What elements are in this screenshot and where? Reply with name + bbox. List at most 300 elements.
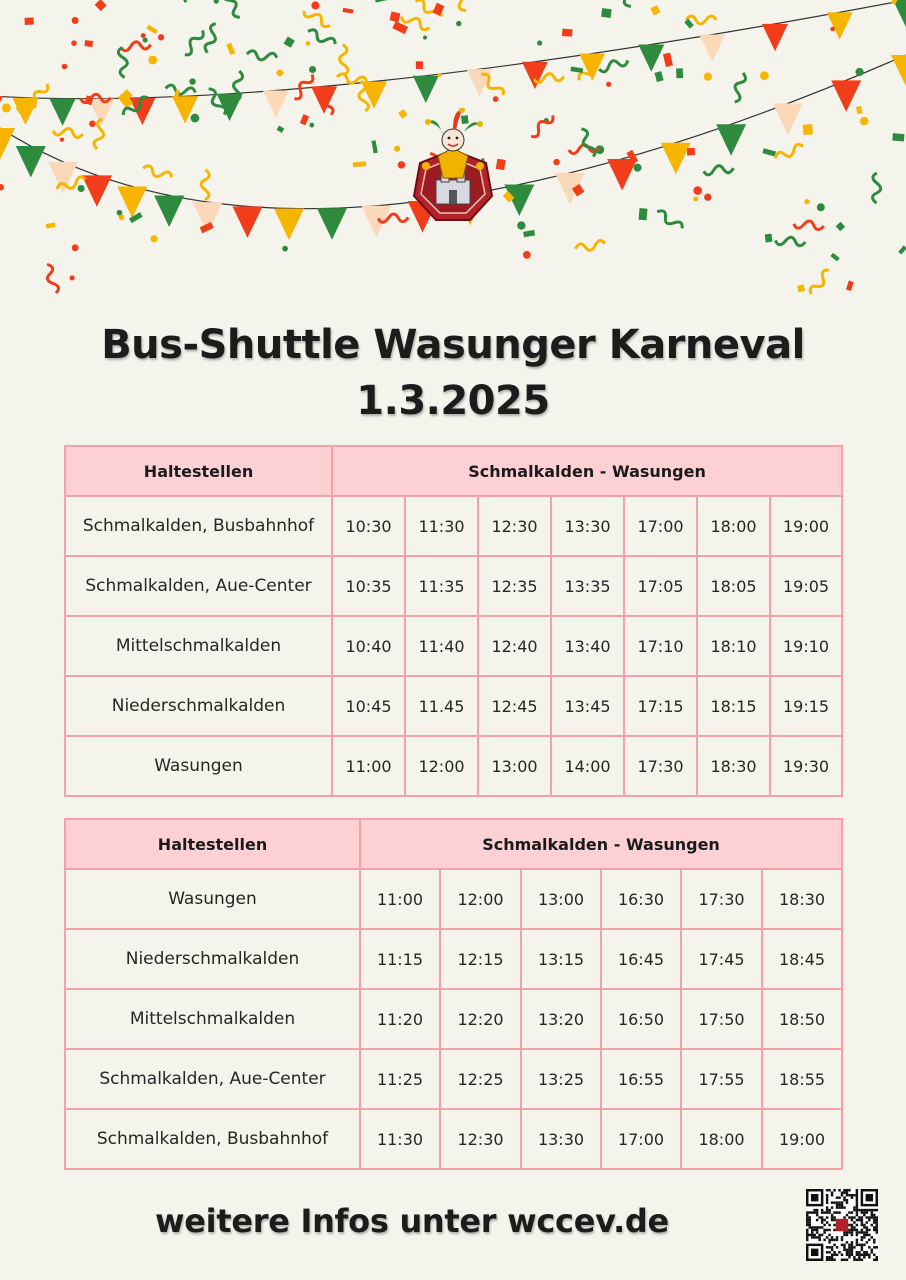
qr-module xyxy=(826,1194,828,1196)
qr-module xyxy=(811,1236,813,1238)
departure-time-cell: 16:45 xyxy=(601,929,681,989)
qr-module xyxy=(831,1206,833,1208)
streamer xyxy=(575,240,606,253)
qr-module xyxy=(836,1204,838,1206)
qr-module xyxy=(841,1201,843,1203)
qr-module xyxy=(846,1191,848,1193)
departure-time-cell: 11:00 xyxy=(332,736,405,796)
bunting-flag xyxy=(413,76,439,103)
qr-module xyxy=(826,1189,828,1191)
stop-name-cell: Mittelschmalkalden xyxy=(65,616,332,676)
confetti-piece xyxy=(803,124,813,135)
departure-time-cell: 11:30 xyxy=(360,1109,440,1169)
departure-time-cell: 12:00 xyxy=(405,736,478,796)
table-row xyxy=(65,869,842,929)
confetti-piece xyxy=(663,53,673,67)
qr-module xyxy=(848,1211,850,1213)
qr-module xyxy=(876,1246,878,1248)
qr-module xyxy=(856,1201,858,1203)
confetti-dot xyxy=(693,186,702,195)
qr-module xyxy=(851,1234,853,1236)
qr-module xyxy=(851,1244,853,1246)
qr-module xyxy=(861,1231,863,1233)
qr-module xyxy=(831,1239,833,1241)
confetti-dot xyxy=(191,114,200,123)
qr-module xyxy=(848,1254,850,1256)
qr-module xyxy=(816,1219,818,1221)
page-title: Bus-Shuttle Wasunger Karneval xyxy=(101,322,805,368)
departure-time-cell: 13:30 xyxy=(521,1109,601,1169)
qr-module xyxy=(841,1204,843,1206)
departure-time-cell: 16:55 xyxy=(601,1049,681,1109)
bunting-flag xyxy=(661,143,691,175)
qr-module xyxy=(876,1209,878,1211)
qr-module xyxy=(846,1194,848,1196)
qr-module xyxy=(826,1211,828,1213)
qr-module xyxy=(828,1229,830,1231)
qr-module xyxy=(831,1256,833,1258)
qr-module xyxy=(846,1214,848,1216)
qr-module xyxy=(856,1244,858,1246)
confetti-dot xyxy=(62,64,68,70)
qr-module xyxy=(828,1211,830,1213)
qr-module xyxy=(856,1234,858,1236)
departure-time-cell: 17:45 xyxy=(681,929,762,989)
departure-time-cell: 13:25 xyxy=(521,1049,601,1109)
qr-module xyxy=(856,1214,858,1216)
confetti-piece xyxy=(95,0,107,11)
qr-module xyxy=(863,1236,865,1238)
streamer xyxy=(528,112,555,139)
confetti-piece xyxy=(146,25,158,35)
qr-module xyxy=(823,1229,825,1231)
qr-module xyxy=(856,1251,858,1253)
confetti-piece xyxy=(416,61,423,69)
confetti-piece xyxy=(343,8,354,14)
qr-module xyxy=(813,1209,815,1211)
qr-module xyxy=(873,1241,875,1243)
qr-module xyxy=(861,1246,863,1248)
qr-module xyxy=(861,1221,863,1223)
qr-module xyxy=(851,1211,853,1213)
departure-time-cell: 10:35 xyxy=(332,556,405,616)
confetti-dot xyxy=(398,161,406,169)
qr-module xyxy=(813,1236,815,1238)
qr-module xyxy=(823,1211,825,1213)
departure-time-cell: 12:30 xyxy=(440,1109,521,1169)
stop-name-cell: Mittelschmalkalden xyxy=(65,989,360,1049)
qr-module xyxy=(813,1226,815,1228)
qr-module xyxy=(823,1219,825,1221)
qr-module xyxy=(863,1254,865,1256)
bunting-flag xyxy=(82,175,112,207)
qr-module xyxy=(853,1221,855,1223)
qr-module xyxy=(806,1221,808,1223)
departure-time-cell: 19:10 xyxy=(770,616,842,676)
qr-module xyxy=(806,1224,808,1226)
qr-module xyxy=(861,1216,863,1218)
confetti-dot xyxy=(634,164,642,172)
qr-module xyxy=(828,1251,830,1253)
qr-module xyxy=(843,1216,845,1218)
qr-module xyxy=(871,1236,873,1238)
qr-module xyxy=(846,1201,848,1203)
streamer xyxy=(808,268,832,297)
streamer xyxy=(53,127,84,139)
streamer xyxy=(446,0,469,13)
qr-module xyxy=(816,1229,818,1231)
qr-module xyxy=(828,1246,830,1248)
qr-module xyxy=(851,1226,853,1228)
confetti-dot xyxy=(72,17,79,24)
table-row xyxy=(65,929,842,989)
qr-module xyxy=(853,1206,855,1208)
qr-module xyxy=(831,1236,833,1238)
qr-module xyxy=(866,1241,868,1243)
qr-module xyxy=(808,1234,810,1236)
departure-time-cell: 18:45 xyxy=(762,929,842,989)
qr-module xyxy=(863,1231,865,1233)
confetti-dot xyxy=(70,275,75,280)
confetti-piece xyxy=(371,140,377,153)
streamer xyxy=(182,28,206,57)
qr-module xyxy=(846,1249,848,1251)
confetti-piece xyxy=(762,148,776,156)
streamer xyxy=(703,164,734,175)
departure-time-cell: 12:25 xyxy=(440,1049,521,1109)
qr-module xyxy=(826,1216,828,1218)
qr-module xyxy=(813,1234,815,1236)
qr-module xyxy=(841,1239,843,1241)
confetti-dot xyxy=(78,185,85,192)
confetti-piece xyxy=(284,37,295,48)
departure-time-cell: 14:00 xyxy=(551,736,624,796)
confetti-dot xyxy=(309,123,314,128)
departure-time-cell: 18:15 xyxy=(697,676,770,736)
confetti-piece xyxy=(650,5,660,15)
confetti-dot xyxy=(855,68,863,76)
qr-module xyxy=(873,1214,875,1216)
departure-time-cell: 12:35 xyxy=(478,556,551,616)
departure-time-cell: 13:20 xyxy=(521,989,601,1049)
departure-time-cell: 10:45 xyxy=(332,676,405,736)
table-row xyxy=(65,989,842,1049)
qr-module xyxy=(856,1191,858,1193)
qr-module xyxy=(831,1191,833,1193)
qr-module xyxy=(816,1231,818,1233)
qr-module xyxy=(818,1226,820,1228)
qr-module xyxy=(868,1256,870,1258)
confetti-dot xyxy=(493,96,499,102)
streamer xyxy=(246,50,277,62)
qr-module xyxy=(858,1219,860,1221)
qr-module xyxy=(816,1236,818,1238)
qr-module xyxy=(841,1206,843,1208)
departure-time-cell: 17:30 xyxy=(681,869,762,929)
qr-module xyxy=(858,1259,860,1261)
qr-module xyxy=(826,1209,828,1211)
table-row xyxy=(65,676,842,736)
confetti-dot xyxy=(148,56,157,65)
departure-time-cell: 18:05 xyxy=(697,556,770,616)
qr-module xyxy=(846,1259,848,1261)
qr-module xyxy=(836,1196,838,1198)
qr-module xyxy=(831,1214,833,1216)
qr-module xyxy=(871,1211,873,1213)
qr-module xyxy=(813,1229,815,1231)
confetti-piece xyxy=(836,222,845,231)
qr-module xyxy=(826,1246,828,1248)
qr-module xyxy=(856,1199,858,1201)
streamer xyxy=(598,57,629,73)
confetti-dot xyxy=(150,235,157,242)
streamer xyxy=(204,23,220,54)
confetti-dot xyxy=(423,35,427,39)
qr-module xyxy=(858,1216,860,1218)
qr-module xyxy=(841,1236,843,1238)
bunting-flag xyxy=(154,195,184,227)
departure-time-cell: 18:00 xyxy=(681,1109,762,1169)
qr-module xyxy=(828,1241,830,1243)
qr-module xyxy=(836,1236,838,1238)
qr-module xyxy=(808,1216,810,1218)
departure-time-cell: 13:45 xyxy=(551,676,624,736)
confetti-piece xyxy=(830,253,839,262)
departure-time-cell: 11:15 xyxy=(360,929,440,989)
qr-module xyxy=(833,1229,835,1231)
qr-module xyxy=(821,1234,823,1236)
streamer xyxy=(306,28,337,48)
qr-module xyxy=(866,1251,868,1253)
qr-module xyxy=(823,1239,825,1241)
departure-time-cell: 17:00 xyxy=(601,1109,681,1169)
event-date: 1.3.2025 xyxy=(356,378,550,424)
qr-module xyxy=(836,1211,838,1213)
bunting-flag xyxy=(638,44,664,71)
departure-time-cell: 17:00 xyxy=(624,496,697,556)
qr-module xyxy=(861,1239,863,1241)
qr-module xyxy=(838,1211,840,1213)
qr-module xyxy=(828,1224,830,1226)
confetti-piece xyxy=(562,29,573,37)
qr-module xyxy=(826,1256,828,1258)
bunting-flag xyxy=(891,55,906,87)
confetti-piece xyxy=(570,67,583,74)
qr-module xyxy=(821,1226,823,1228)
departure-time-cell: 17:10 xyxy=(624,616,697,676)
bunting-flag xyxy=(522,62,548,89)
departure-time-cell: 10:40 xyxy=(332,616,405,676)
qr-module xyxy=(861,1219,863,1221)
qr-module xyxy=(833,1219,835,1221)
departure-time-cell: 17:50 xyxy=(681,989,762,1049)
qr-module xyxy=(826,1229,828,1231)
bunting-flag xyxy=(762,24,788,51)
confetti-piece xyxy=(277,126,285,133)
qr-module xyxy=(848,1256,850,1258)
qr-module xyxy=(841,1254,843,1256)
streamer xyxy=(794,220,824,230)
qr-module xyxy=(831,1259,833,1261)
departure-time-cell: 13:15 xyxy=(521,929,601,989)
qr-finder xyxy=(811,1249,818,1256)
qr-module xyxy=(838,1251,840,1253)
qr-module xyxy=(856,1254,858,1256)
qr-module xyxy=(868,1216,870,1218)
qr-module xyxy=(851,1216,853,1218)
confetti-dot xyxy=(860,117,869,126)
qr-module xyxy=(843,1196,845,1198)
departure-time-cell: 18:10 xyxy=(697,616,770,676)
departure-time-cell: 12:30 xyxy=(478,496,551,556)
qr-module xyxy=(873,1226,875,1228)
qr-module xyxy=(858,1209,860,1211)
qr-module xyxy=(811,1234,813,1236)
qr-module xyxy=(873,1246,875,1248)
qr-module xyxy=(868,1246,870,1248)
qr-module xyxy=(853,1259,855,1261)
streamer xyxy=(165,84,196,96)
stop-name-cell: Wasungen xyxy=(65,869,360,929)
qr-module xyxy=(876,1224,878,1226)
confetti-dot xyxy=(0,184,4,190)
qr-module xyxy=(833,1259,835,1261)
qr-module xyxy=(863,1214,865,1216)
qr-module xyxy=(826,1236,828,1238)
qr-code-icon[interactable] xyxy=(806,1189,878,1261)
qr-module xyxy=(838,1204,840,1206)
stop-name-cell: Niederschmalkalden xyxy=(65,676,332,736)
confetti-dot xyxy=(189,78,195,84)
qr-module xyxy=(856,1259,858,1261)
qr-module xyxy=(866,1226,868,1228)
qr-module xyxy=(853,1256,855,1258)
qr-module xyxy=(871,1224,873,1226)
qr-module xyxy=(843,1259,845,1261)
streamer xyxy=(221,0,243,19)
qr-module xyxy=(838,1189,840,1191)
qr-module xyxy=(806,1229,808,1231)
confetti-piece xyxy=(898,245,906,254)
confetti-dot xyxy=(282,246,288,252)
qr-module xyxy=(843,1199,845,1201)
qr-module xyxy=(851,1251,853,1253)
qr-module xyxy=(853,1209,855,1211)
qr-module xyxy=(846,1251,848,1253)
qr-module xyxy=(826,1206,828,1208)
confetti-piece xyxy=(523,230,535,237)
qr-module xyxy=(863,1244,865,1246)
bunting-flag xyxy=(274,208,304,240)
qr-module xyxy=(833,1254,835,1256)
qr-module xyxy=(816,1211,818,1213)
qr-module xyxy=(858,1251,860,1253)
qr-module xyxy=(833,1224,835,1226)
confetti-piece xyxy=(797,284,805,292)
streamer xyxy=(775,236,805,246)
qr-module xyxy=(818,1234,820,1236)
streamer xyxy=(339,44,349,74)
qr-module xyxy=(836,1201,838,1203)
qr-module xyxy=(811,1229,813,1231)
qr-module xyxy=(873,1221,875,1223)
departure-time-cell: 12:40 xyxy=(478,616,551,676)
qr-module xyxy=(808,1226,810,1228)
qr-module xyxy=(858,1254,860,1256)
qr-center-logo xyxy=(836,1219,848,1231)
qr-module xyxy=(826,1201,828,1203)
qr-module xyxy=(806,1211,808,1213)
departure-time-cell: 11.45 xyxy=(405,676,478,736)
qr-module xyxy=(831,1194,833,1196)
qr-module xyxy=(843,1206,845,1208)
qr-module xyxy=(851,1219,853,1221)
stop-name-cell: Niederschmalkalden xyxy=(65,929,360,989)
qr-module xyxy=(876,1229,878,1231)
confetti-dot xyxy=(437,73,441,77)
qr-module xyxy=(821,1219,823,1221)
qr-module xyxy=(861,1224,863,1226)
confetti-dot xyxy=(704,194,711,201)
departure-time-cell: 16:50 xyxy=(601,989,681,1049)
streamer xyxy=(731,72,747,103)
qr-module xyxy=(843,1246,845,1248)
streamer xyxy=(182,0,199,3)
qr-module xyxy=(821,1216,823,1218)
bunting-flag xyxy=(699,35,725,62)
qr-module xyxy=(863,1211,865,1213)
departure-time-cell: 12:15 xyxy=(440,929,521,989)
qr-module xyxy=(868,1239,870,1241)
qr-module xyxy=(828,1209,830,1211)
qr-module xyxy=(816,1214,818,1216)
qr-module xyxy=(851,1194,853,1196)
qr-module xyxy=(866,1216,868,1218)
bunting-flag xyxy=(50,99,76,126)
qr-module xyxy=(846,1234,848,1236)
departure-time-cell: 12:20 xyxy=(440,989,521,1049)
qr-module xyxy=(843,1249,845,1251)
departure-time-cell: 18:30 xyxy=(762,869,842,929)
qr-module xyxy=(861,1229,863,1231)
departure-time-cell: 13:00 xyxy=(478,736,551,796)
departure-time-cell: 18:00 xyxy=(697,496,770,556)
qr-module xyxy=(856,1239,858,1241)
confetti-piece xyxy=(390,11,401,22)
qr-module xyxy=(856,1224,858,1226)
qr-module xyxy=(816,1209,818,1211)
qr-module xyxy=(856,1189,858,1191)
qr-module xyxy=(806,1234,808,1236)
confetti-dot xyxy=(276,69,283,76)
qr-module xyxy=(856,1204,858,1206)
stops-column-header: Haltestellen xyxy=(65,446,332,496)
qr-module xyxy=(863,1251,865,1253)
confetti-dot xyxy=(158,34,164,40)
qr-module xyxy=(848,1229,850,1231)
qr-module xyxy=(833,1189,835,1191)
qr-module xyxy=(863,1209,865,1211)
qr-module xyxy=(863,1234,865,1236)
qr-module xyxy=(856,1211,858,1213)
qr-module xyxy=(831,1216,833,1218)
confetti-piece xyxy=(398,109,407,118)
qr-module xyxy=(833,1239,835,1241)
stops-column-header: Haltestellen xyxy=(65,819,360,869)
qr-module xyxy=(851,1224,853,1226)
qr-module xyxy=(861,1244,863,1246)
qr-module xyxy=(866,1221,868,1223)
